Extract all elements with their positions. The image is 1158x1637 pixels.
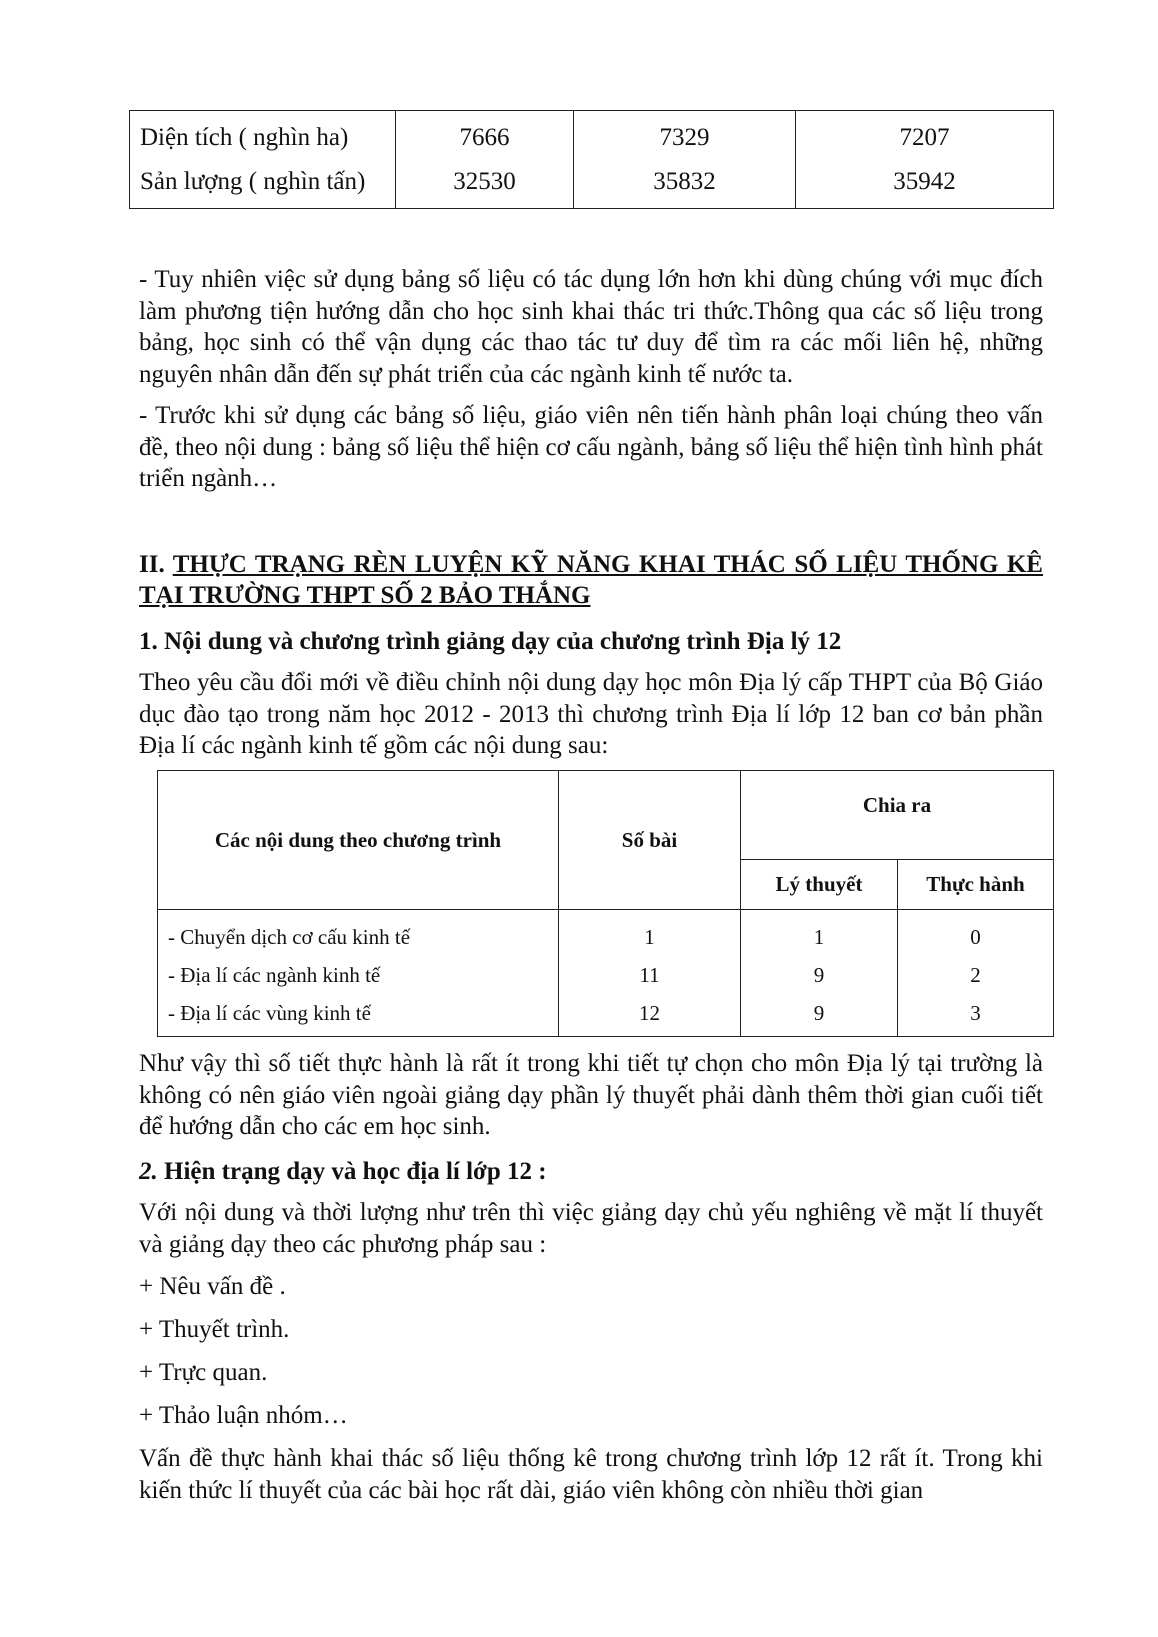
section-number: II.	[139, 551, 165, 578]
paragraph: - Tuy nhiên việc sử dụng bảng số liệu có tác dụng lớn hơn khi dùng chúng với mục đích làm phương tiện hướng dẫn cho học sinh khai thác tri thức.Thông qua các số liệu trong bảng, học sinh có thể vận dụng các thao tác tư duy để tìm ra các mối liên hệ, những nguyên nhân dẫn đến sự phát triển của các ngành kinh tế nước ta.	[139, 266, 1043, 388]
paragraph: Như vậy thì số tiết thực hành là rất ít trong khi tiết tự chọn cho môn Địa lý tại trường là không có nên giáo viên ngoài giảng dạy phần lý thuyết phải dành thêm thời gian cuối tiết để hướng dẫn cho các em học sinh.	[139, 1050, 1043, 1140]
table-cell: 7329	[574, 111, 796, 160]
area-output-table	[129, 110, 1054, 209]
row-label: - Địa lí các vùng kinh tế	[158, 994, 559, 1037]
list-item: + Thuyết trình.	[139, 1316, 290, 1343]
paragraph: Với nội dung và thời lượng như trên thì việc giảng dạy chủ yếu nghiêng về mặt lí thuyết và giảng dạy theo các phương pháp sau :	[139, 1199, 1043, 1258]
table-row	[158, 956, 1054, 994]
table-cell: 9	[741, 956, 898, 994]
row-label: Diện tích ( nghìn ha)	[130, 111, 396, 160]
table-cell: 12	[559, 994, 741, 1037]
row-label: Sản lượng ( nghìn tấn)	[130, 160, 396, 209]
table-cell: 1	[559, 910, 741, 957]
program-table	[157, 770, 1054, 1037]
subsection-heading	[139, 1156, 1043, 1187]
list-item: + Thảo luận nhóm…	[139, 1402, 348, 1429]
paragraph: Theo yêu cầu đổi mới về điều chỉnh nội dung dạy học môn Địa lý cấp THPT của Bộ Giáo dục đào tạo trong năm học 2012 - 2013 thì chương trình Địa lí lớp 12 ban cơ bản phần Địa lí các ngành kinh tế gồm các nội dung sau:	[139, 669, 1043, 759]
table-cell: 32530	[396, 160, 574, 209]
row-label: - Chuyển dịch cơ cấu kinh tế	[158, 910, 559, 957]
table-cell: 7207	[796, 111, 1054, 160]
table-cell: 7666	[396, 111, 574, 160]
table-row	[158, 994, 1054, 1037]
header-split: Chia ra	[741, 771, 1054, 860]
table-row	[130, 160, 1054, 209]
table-cell: 3	[898, 994, 1054, 1037]
subsection-number: 2.	[139, 1158, 158, 1185]
header-content: Các nội dung theo chương trình	[158, 771, 559, 910]
table-cell: 2	[898, 956, 1054, 994]
paragraph: Vấn đề thực hành khai thác số liệu thống kê trong chương trình lớp 12 rất ít. Trong khi kiến thức lí thuyết của các bài học rất dài, giáo viên không còn nhiều thời gian	[139, 1445, 1043, 1504]
table-cell: 9	[741, 994, 898, 1037]
table-row	[158, 910, 1054, 957]
table-cell: 35832	[574, 160, 796, 209]
table-row	[130, 111, 1054, 160]
list-item: + Nêu vấn đề .	[139, 1273, 286, 1300]
paragraph: - Trước khi sử dụng các bảng số liệu, giáo viên nên tiến hành phân loại chúng theo vấn đề, theo nội dung : bảng số liệu thể hiện cơ cấu ngành, bảng số liệu thể hiện tình hình phát triển ngành…	[139, 402, 1043, 492]
table-cell: 0	[898, 910, 1054, 957]
section-title: THỰC TRẠNG RÈN LUYỆN KỸ NĂNG KHAI THÁC SỐ LIỆU THỐNG KÊ TẠI TRƯỜNG THPT SỐ 2 BẢO THẮNG	[139, 551, 1043, 609]
table-cell: 1	[741, 910, 898, 957]
row-label: - Địa lí các ngành kinh tế	[158, 956, 559, 994]
table-cell: 35942	[796, 160, 1054, 209]
section-heading	[139, 549, 1043, 611]
header-theory: Lý thuyết	[741, 860, 898, 910]
header-practice: Thực hành	[898, 860, 1054, 910]
list-item: + Trực quan.	[139, 1359, 268, 1386]
subsection-heading: 1. Nội dung và chương trình giảng dạy của chương trình Địa lý 12	[139, 628, 842, 655]
subsection-title: Hiện trạng dạy và học địa lí lớp 12 :	[157, 1158, 547, 1185]
table-cell: 11	[559, 956, 741, 994]
header-count: Số bài	[559, 771, 741, 910]
